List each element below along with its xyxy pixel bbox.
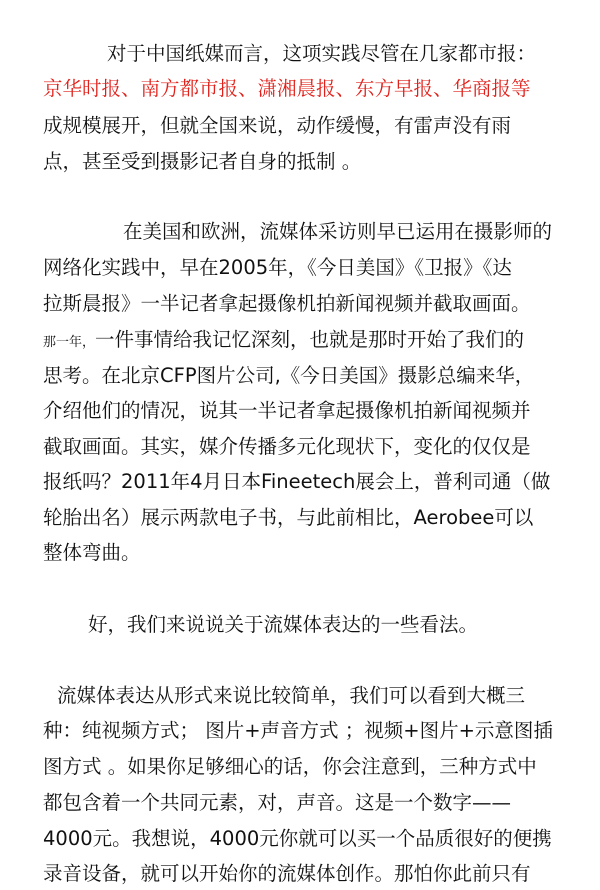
paragraph-2-line-4-text: 一件事情给我记忆深刻，也就是那时开始了我们的 [95, 328, 525, 351]
paragraph-1-line-2-highlight: 京华时报、南方都市报、潇湘晨报、东方早报、华商报等 [43, 77, 531, 100]
paragraph-4-line-5: 4000元。我想说，4000元你就可以买一个品质很好的便携 [43, 827, 552, 850]
paragraph-4-line-6: 录音设备，就可以开始你的流媒体创作。那怕你此前只有 [43, 862, 531, 885]
paragraph-2-line-7: 截取画面。其实，媒介传播多元化现状下，变化的仅仅是 [43, 435, 531, 458]
paragraph-2-line-9: 轮胎出名）展示两款电子书，与此前相比，Aerobee可以 [43, 506, 534, 529]
paragraph-2-line-2: 网络化实践中，早在2005年，《今日美国》《卫报》《达 [43, 256, 512, 279]
paragraph-1-line-4: 点，甚至受到摄影记者自身的抵制 。 [43, 150, 362, 173]
paragraph-2-line-1: 在美国和欧洲，流媒体采访则早已运用在摄影师的 [123, 220, 553, 243]
year-prefix: 那一年， [43, 335, 96, 350]
paragraph-4-line-1: 流媒体表达从形式来说比较简单，我们可以看到大概三 [57, 684, 526, 707]
paragraph-4-line-3: 图方式 。如果你足够细心的话，你会注意到，三种方式中 [43, 755, 537, 778]
paragraph-2-line-6: 介绍他们的情况，说其一半记者拿起摄像机拍新闻视频并 [43, 399, 531, 422]
paragraph-2-line-3: 拉斯晨报》一半记者拿起摄像机拍新闻视频并截取画面。 [43, 292, 531, 315]
paragraph-1-line-3: 成规模展开，但就全国来说，动作缓慢，有雷声没有雨 [43, 114, 512, 137]
paragraph-2-line-5: 思考。在北京CFP图片公司,《今日美国》摄影总编来华， [43, 364, 535, 387]
paragraph-2-line-4 [43, 328, 524, 355]
paragraph-4-line-2: 种：纯视频方式； 图片+声音方式 ；视频+图片+示意图插 [43, 719, 553, 742]
paragraph-4-line-4: 都包含着一个共同元素，对，声音。这是一个数字—— [43, 791, 512, 814]
paragraph-2-line-10: 整体弯曲。 [43, 541, 141, 564]
paragraph-3-line-1: 好，我们来说说关于流媒体表达的一些看法。 [88, 613, 479, 636]
paragraph-2-line-8: 报纸吗？2011年4月日本Fineetech展会上，普利司通（做 [43, 470, 551, 493]
paragraph-1-line-1: 对于中国纸媒而言，这项实践尽管在几家都市报： [107, 42, 537, 65]
